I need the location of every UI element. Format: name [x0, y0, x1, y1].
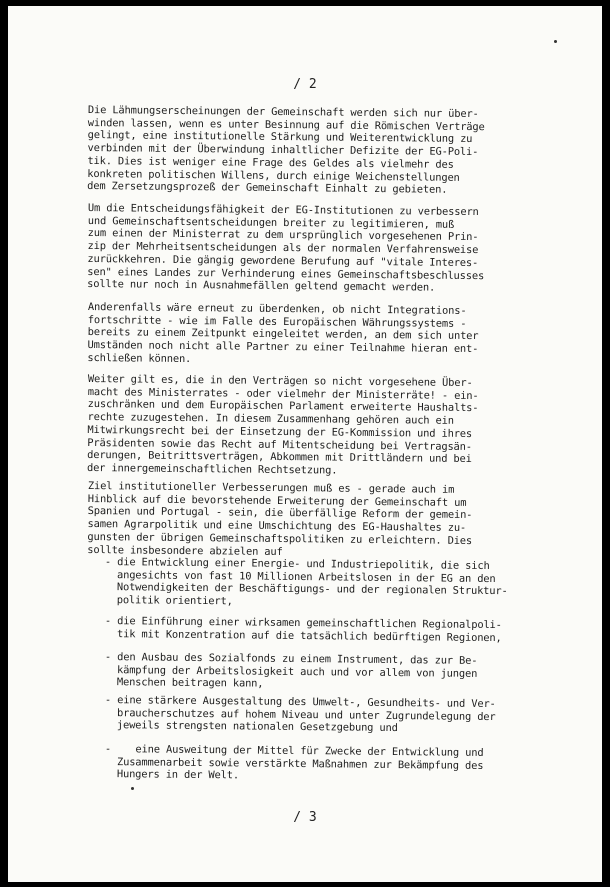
paragraph-1: [87, 104, 550, 198]
text-line: fortschritte - wie im Falle des Europäischen Währungssystems -: [87, 313, 467, 330]
text-line: gelingt, eine institutionelle Stärkung und Weiterentwicklung zu: [87, 129, 473, 146]
text-line: Präsidenten sowie das Recht auf Mitentscheidung bei Vertragsän-: [87, 436, 472, 453]
list-item-5: [105, 743, 555, 786]
text-line: Zusammenarbeit sowie verstärkte Maßnahmen zur Bekämpfung des: [104, 755, 484, 772]
text-line: zip der Mehrheitsentscheidungen als der normalen Verfahrensweise: [87, 240, 479, 257]
text-line: Anderenfalls wäre erneut zu überdenken, ob nicht Integrations-: [87, 301, 467, 317]
text-line: sollte nur noch in Ausnahmefällen geltend gemacht werden.: [87, 278, 436, 294]
text-line: verbinden mit der Überwindung inhaltlicher Defizite der EG-Poli-: [87, 142, 479, 159]
text-line: dem Zersetzungsprozeß der Gemeinschaft Einhalt zu gebieten.: [87, 180, 448, 196]
text-line: - eine stärkere Ausgestaltung des Umwelt-, Gesundheits- und Ver-: [104, 694, 496, 711]
text-line: derungen, Beitrittsverträgen, Abkommen mit Drittländern und bei: [87, 449, 472, 466]
text-line: sen" eines Landes zur Verhinderung eines Gemeinschaftsbeschlusses: [87, 265, 485, 282]
list-item-2: [105, 615, 555, 645]
page-number-bottom: / 3: [293, 810, 317, 825]
text-line: politik orientiert,: [104, 594, 233, 608]
document-page: [8, 6, 602, 882]
text-line: zum einen der Ministerrat zu dem ursprünglich vorgesehenen Prin-: [87, 227, 479, 244]
list-item-3: [105, 651, 555, 694]
text-line: braucherschutzes auf hohem Niveau und unter Zugrundelegung der: [104, 706, 496, 723]
text-line: Spanien und Portugal - sein, die überfällige Reform der gemein-: [87, 505, 473, 522]
paragraph-4: [87, 373, 550, 479]
text-line: bereits zu einem Zeitpunkt eingeleitet werden, an dem sich unter: [87, 326, 479, 343]
page-number-top: / 2: [293, 77, 317, 92]
text-line: Mitwirkungsrecht bei der Einsetzung der EG-Kommission und ihres: [87, 423, 473, 440]
text-line: schließen können.: [87, 351, 192, 365]
text-line: samen Agrarpolitik und eine Umschichtung des EG-Haushaltes zu-: [87, 518, 467, 535]
paragraph-3: [87, 301, 550, 369]
paragraph-5: [87, 480, 550, 561]
text-line: zurückkehren. Die gängig gewordene Berufung auf "vitale Interes-: [87, 252, 479, 269]
text-line: Notwendigkeiten der Beschäftigungs- und der regionalen Struktur-: [104, 581, 508, 598]
text-line: konkreten politischen Willens, durch einige Weichenstellungen: [87, 167, 460, 184]
text-line: tik. Dies ist weniger eine Frage des Geldes als vielmehr des: [87, 154, 454, 171]
text-line: - den Ausbau des Sozialfonds zu einem Instrument, das zur Be-: [104, 651, 478, 667]
text-line: Ziel institutioneller Verbesserungen muß es - gerade auch im: [87, 480, 455, 496]
scan-speck: [131, 787, 134, 790]
text-line: Hungers in der Welt.: [104, 768, 240, 782]
text-line: und Gemeinschaftsentscheidungen breiter zu legitimieren, muß: [87, 214, 455, 231]
text-line: Menschen beitragen kann,: [104, 676, 264, 691]
text-line: sollte insbesondere abzielen auf: [87, 543, 283, 558]
text-line: jeweils strengsten nationalen Gesetzgebung und: [104, 719, 398, 735]
text-line: Um die Entscheidungsfähigkeit der EG-Institutionen zu verbessern: [87, 202, 479, 219]
scan-speck: [554, 40, 557, 43]
text-line: kämpfung der Arbeitslosigkeit auch und vor allem von jungen: [104, 663, 478, 680]
text-line: - die Entwicklung einer Energie- und Industriepolitik, die sich: [104, 556, 490, 573]
text-line: zuschränken und dem Europäischen Parlament erweiterte Haushalts-: [87, 398, 479, 415]
text-line: der innergemeinschaftlichen Rechtsetzung.: [86, 461, 338, 477]
paragraph-2: [87, 202, 550, 296]
text-line: Umständen noch nicht alle Partner zu einer Teilnahme hieran ent-: [87, 339, 479, 356]
text-line: winden lassen, wenn es unter Besinnung auf die Römischen Verträge: [87, 116, 485, 133]
text-line: gunsten der übrigen Gemeinschaftspolitiken zu erleichtern. Dies: [87, 530, 473, 547]
text-line: Weiter gilt es, die in den Verträgen so nicht vorgesehene Über-: [87, 373, 473, 390]
text-line: - eine Ausweitung der Mittel für Zwecke der Entwicklung und: [104, 743, 484, 759]
text-line: angesichts von fast 10 Millionen Arbeitslosen in der EG an den: [104, 568, 496, 585]
list-item-4: [105, 694, 555, 737]
list-item-1: [104, 556, 555, 612]
text-line: - die Einführung einer wirksamen gemeinschaftlichen Regionalpoli-: [104, 615, 502, 632]
text-line: Hinblick auf die bevorstehende Erweiterung der Gemeinschaft um: [87, 492, 467, 509]
text-line: tik mit Konzentration auf die tatsächlich bedürftigen Regionen,: [104, 627, 502, 644]
text-line: rechte zuzugestehen. In diesem Zusammenhang gehören auch ein: [87, 411, 454, 427]
text-line: Die Lähmungserscheinungen der Gemeinschaft werden sich nur über-: [87, 104, 479, 121]
text-line: macht des Ministerrates - oder vielmehr der Ministerräte! - ein-: [87, 385, 479, 402]
